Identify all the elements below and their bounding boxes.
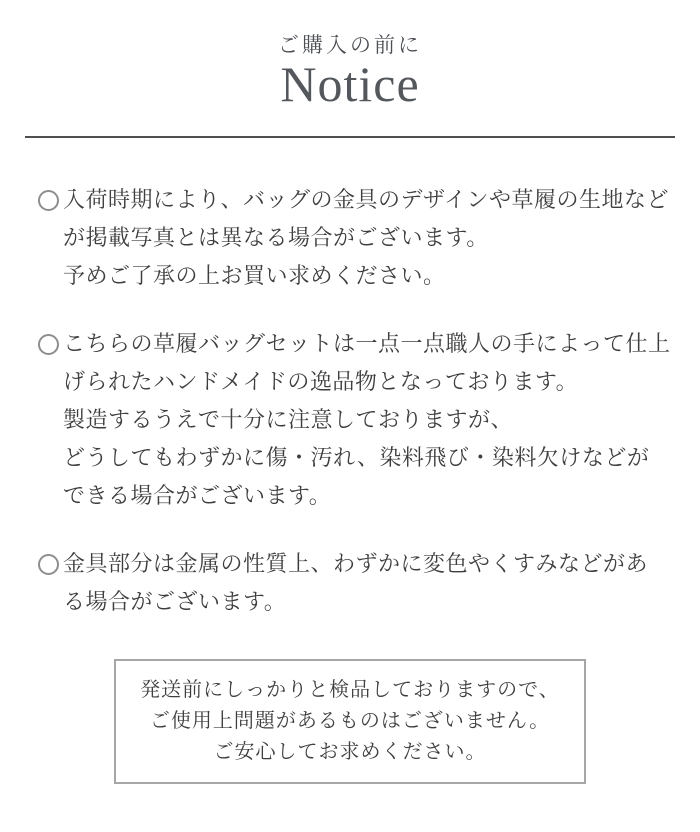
circle-bullet-icon — [38, 554, 59, 575]
page-title: Notice — [280, 56, 420, 112]
notice-item-metal-parts — [38, 545, 680, 621]
notice-text-line: どうしてもわずかに傷・汚れ、染料飛び・染料欠けなどが — [63, 445, 650, 470]
notice-text-line: 予めご了承の上お買い求めください。 — [63, 263, 446, 288]
notice-text-line: できる場合がございます。 — [63, 483, 332, 508]
notice-list — [38, 181, 680, 621]
assurance-box — [114, 659, 586, 784]
notice-text-line: る場合がございます。 — [63, 589, 287, 614]
assurance-text-line: ご安心してお求めください。 — [213, 741, 487, 763]
notice-text-line: 製造するうえで十分に注意しておりますが、 — [63, 407, 514, 432]
notice-text-line: げられたハンドメイドの逸品物となっております。 — [63, 369, 579, 394]
divider — [25, 136, 675, 138]
notice-item-stock-variation — [38, 181, 680, 295]
circle-bullet-icon — [38, 190, 59, 211]
circle-bullet-icon — [38, 334, 59, 355]
notice-text — [63, 545, 648, 621]
header — [0, 0, 700, 111]
assurance-text-line: ご使用上問題があるものはございません。 — [149, 710, 551, 732]
notice-text-line: こちらの草履バッグセットは一点一点職人の手によって仕上 — [63, 331, 671, 356]
notice-text-line: 金具部分は金属の性質上、わずかに変色やくすみなどがあ — [63, 551, 649, 576]
notice-item-handmade — [38, 325, 680, 515]
notice-text — [63, 325, 671, 515]
header-subtitle: ご購入の前に — [278, 33, 422, 57]
assurance-text-line: 発送前にしっかりと検品しておりますので、 — [140, 679, 560, 701]
notice-text-line: 入荷時期により、バッグの金具のデザインや草履の生地など — [63, 187, 669, 212]
notice-text — [63, 181, 669, 295]
notice-text-line: が掲載写真とは異なる場合がございます。 — [63, 225, 489, 250]
